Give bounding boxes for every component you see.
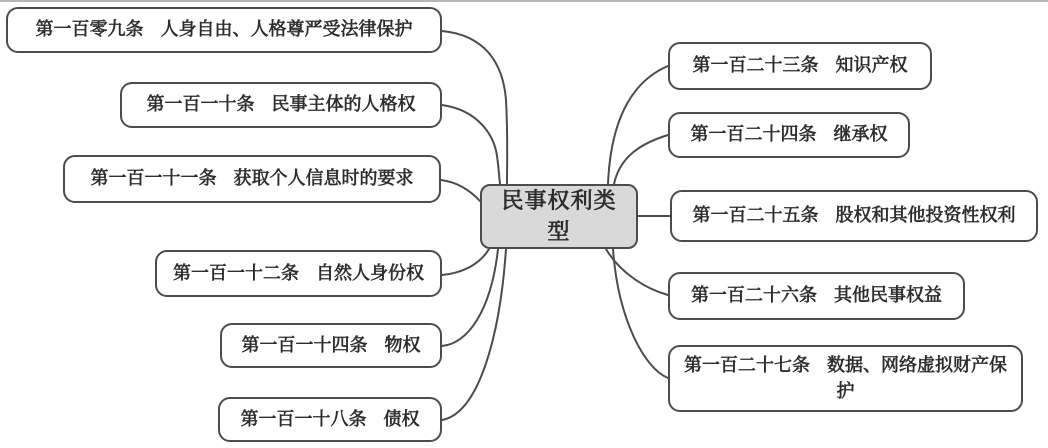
article-title: 数据、网络虚拟财产保护: [827, 355, 1007, 401]
article-title: 物权: [384, 334, 421, 355]
connector-article-123: [608, 66, 668, 184]
article-title: 自然人身份权: [316, 262, 424, 283]
article-number: 第一百零九条: [35, 19, 144, 40]
article-title: 继承权: [833, 124, 888, 145]
article-number: 第一百二十七条: [684, 355, 810, 376]
article-title: 知识产权: [835, 55, 908, 76]
article-number: 第一百二十六条: [691, 285, 817, 306]
article-number: 第一百一十八条: [240, 408, 367, 429]
node-article-123[interactable]: [668, 42, 932, 90]
node-label: [81, 166, 424, 191]
node-article-111[interactable]: [63, 155, 441, 203]
top-divider-line: [0, 0, 1048, 2]
connector-article-127: [613, 249, 668, 378]
article-number: 第一百一十二条: [173, 262, 299, 283]
article-title: 人身自由、人格尊严受法律保护: [160, 19, 413, 40]
node-article-109[interactable]: [6, 7, 442, 53]
node-label: [26, 17, 423, 42]
node-article-127[interactable]: [668, 345, 1023, 412]
node-label: [683, 203, 1026, 228]
node-label: [163, 261, 434, 286]
node-label: [683, 53, 918, 78]
node-label: [232, 333, 431, 358]
root-node[interactable]: [480, 184, 638, 249]
connector-article-109: [442, 31, 507, 184]
connector-article-118: [442, 249, 506, 420]
article-title: 民事主体的人格权: [271, 94, 416, 115]
connector-article-126: [606, 249, 668, 295]
node-label: [231, 407, 430, 432]
connector-article-112: [442, 249, 489, 275]
connector-article-114: [442, 249, 498, 346]
article-number: 第一百一十四条: [241, 334, 368, 355]
node-label: [681, 122, 898, 147]
article-title: 股权和其他投资性权利: [835, 205, 1016, 226]
root-node-label: 民事权利类型: [501, 187, 617, 244]
connector-article-124: [614, 135, 668, 184]
article-number: 第一百二十三条: [692, 55, 819, 76]
connector-article-110: [442, 105, 500, 184]
article-number: 第一百二十五条: [692, 205, 819, 226]
node-label: [137, 92, 426, 117]
connector-article-111: [441, 180, 481, 202]
node-article-114[interactable]: [220, 323, 442, 368]
article-number: 第一百二十四条: [690, 124, 817, 145]
node-article-125[interactable]: [670, 190, 1038, 242]
article-title: 其他民事权益: [834, 285, 942, 306]
node-article-124[interactable]: [668, 112, 910, 158]
node-article-110[interactable]: [120, 82, 442, 128]
article-number: 第一百一十一条: [90, 168, 217, 189]
node-article-126[interactable]: [668, 272, 965, 320]
article-number: 第一百一十条: [146, 94, 255, 115]
node-article-112[interactable]: [155, 250, 442, 297]
article-title: 获取个人信息时的要求: [233, 168, 414, 189]
article-title: 债权: [383, 408, 420, 429]
node-label: [681, 283, 952, 308]
node-article-118[interactable]: [218, 397, 442, 442]
node-label: [670, 353, 1021, 403]
